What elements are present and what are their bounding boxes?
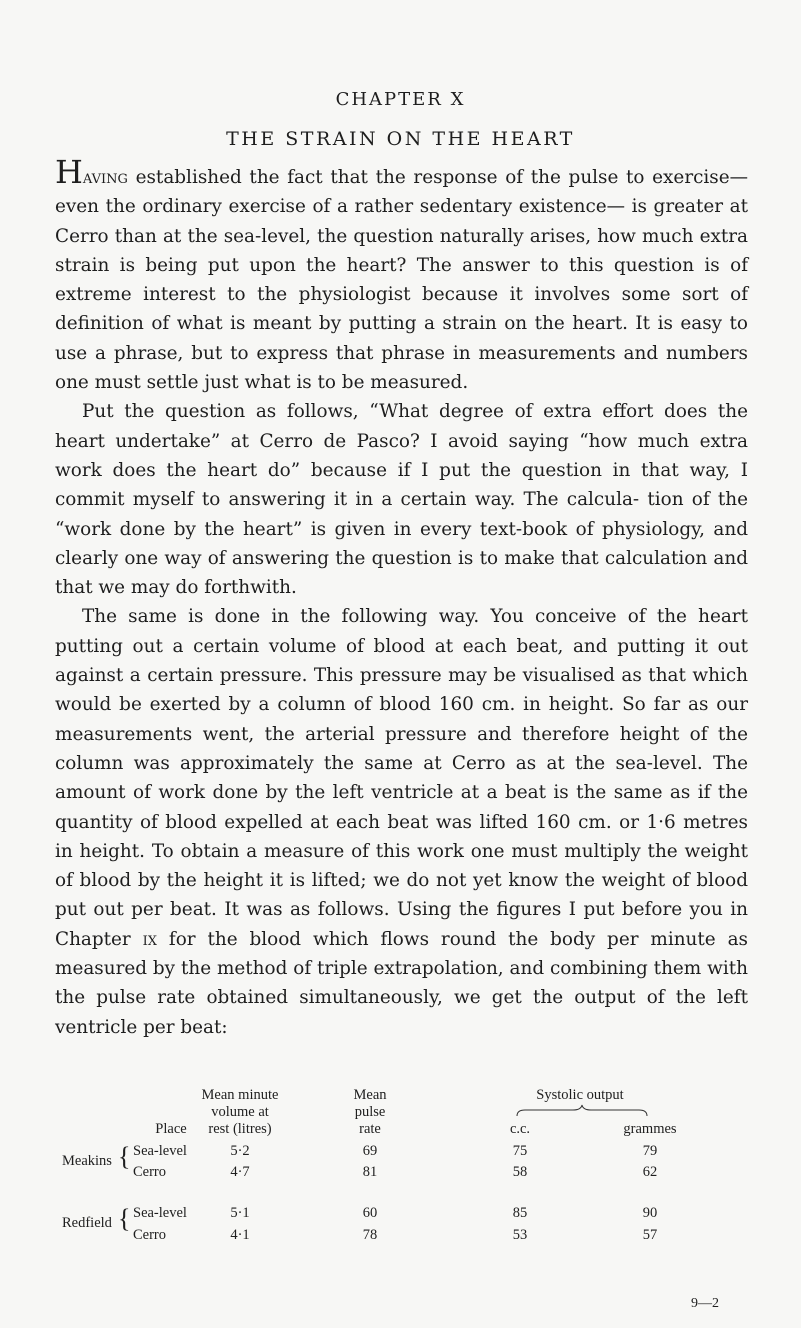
paragraph-3-text-a: The same is done in the following way. You conceive of the heart putting out a certain volume of blood at each beat, and putting it out against a certain pressure. This pressure may be visualised as that which would be exerted by a column of blood 160 cm. in height. So far as our measurements went, the arterial pressure and therefore height of the column was approximately the same at Cerro as at the sea-level. The amount of work done by the left ventricle at a beat is the same as if the quantity of blood expelled at each beat was lifted 160 cm. or 1·6 metres in height. To obtain a measure of this work one must multiply the weight of blood by the height it is lifted; we do not yet know the weight of blood put out per beat. It was as follows. Using the figures I put before you in Chapter [55,606,748,950]
chapter-roman-numeral: ix [142,928,158,950]
row-cc: 53 [512,1227,528,1243]
brace-meakins: { [118,1142,131,1171]
row-grammes: 62 [642,1164,658,1180]
header-cc: c.c. [509,1121,531,1137]
paragraph-3-text-b: for the blood which flows round the body per minute as measured by the method of triple extrapolation, and combining them with the pulse rate obtained simultaneously, we get the output of the left ventricle per beat: [55,928,748,1038]
row-grammes: 57 [642,1227,658,1243]
row-place: Sea-level [133,1143,187,1159]
row-cc: 85 [512,1205,528,1221]
row-place: Cerro [133,1164,167,1180]
row-volume: 5·2 [230,1143,250,1159]
chapter-heading: CHAPTER X [335,89,466,110]
chapter-title: THE STRAIN ON THE HEART [226,128,575,150]
row-pulse: 69 [362,1143,378,1159]
header-place: Place [155,1121,187,1137]
row-pulse: 60 [362,1205,378,1221]
row-volume: 4·7 [230,1164,250,1180]
small-caps-lead: aving [82,167,128,188]
brace-redfield: { [118,1204,131,1233]
header-pulse-1: Mean [353,1087,387,1103]
row-grammes: 79 [642,1143,658,1159]
row-volume: 5·1 [230,1205,250,1221]
row-place: Cerro [133,1227,167,1243]
signature-mark: 9—2 [691,1296,719,1311]
header-grammes: grammes [623,1121,677,1137]
row-volume: 4·1 [230,1227,250,1243]
row-pulse: 78 [362,1227,378,1243]
header-systolic-output: Systolic output [536,1087,624,1103]
header-minute-volume-2: volume at [211,1104,269,1120]
header-minute-volume-3: rest (litres) [208,1121,272,1137]
row-cc: 75 [512,1143,528,1159]
subject-redfield: Redfield [62,1215,112,1231]
paragraph-1-text: established the fact that the response of the pulse to exercise—even the ordinary exercise of a rather sedentary existence— is greater at Cerro than at the sea-level, the question naturally arises, how much extra strain is being put upon the heart? The answer to this question is of extreme interest to the physiologist because it involves some sort of definition of what is meant by putting a strain on the heart. It is easy to use a phrase, but to express that phrase in measurements and numbers one must settle just what is to be measured. [55,167,748,394]
row-pulse: 81 [362,1164,378,1180]
row-grammes: 90 [642,1205,658,1221]
header-pulse-3: rate [359,1121,381,1137]
row-cc: 58 [512,1164,528,1180]
paragraph-2: Put the question as follows, “What degree of extra effort does the heart undertake” at Cerro de Pasco? I avoid saying “how much extra work does the heart do” because if I put the question in that way, I commit myself to answering it in a certain way. The calcula- tion of the “work done by the heart” is given in every text-book of physiology, and clearly one way of answering the question is to make that calculation and that we may do forthwith. [55,401,748,599]
subject-meakins: Meakins [62,1153,112,1169]
column-brace [515,1104,650,1118]
header-pulse-2: pulse [354,1104,386,1120]
drop-cap: H [55,153,83,191]
row-place: Sea-level [133,1205,187,1221]
header-minute-volume-1: Mean minute [201,1087,279,1103]
